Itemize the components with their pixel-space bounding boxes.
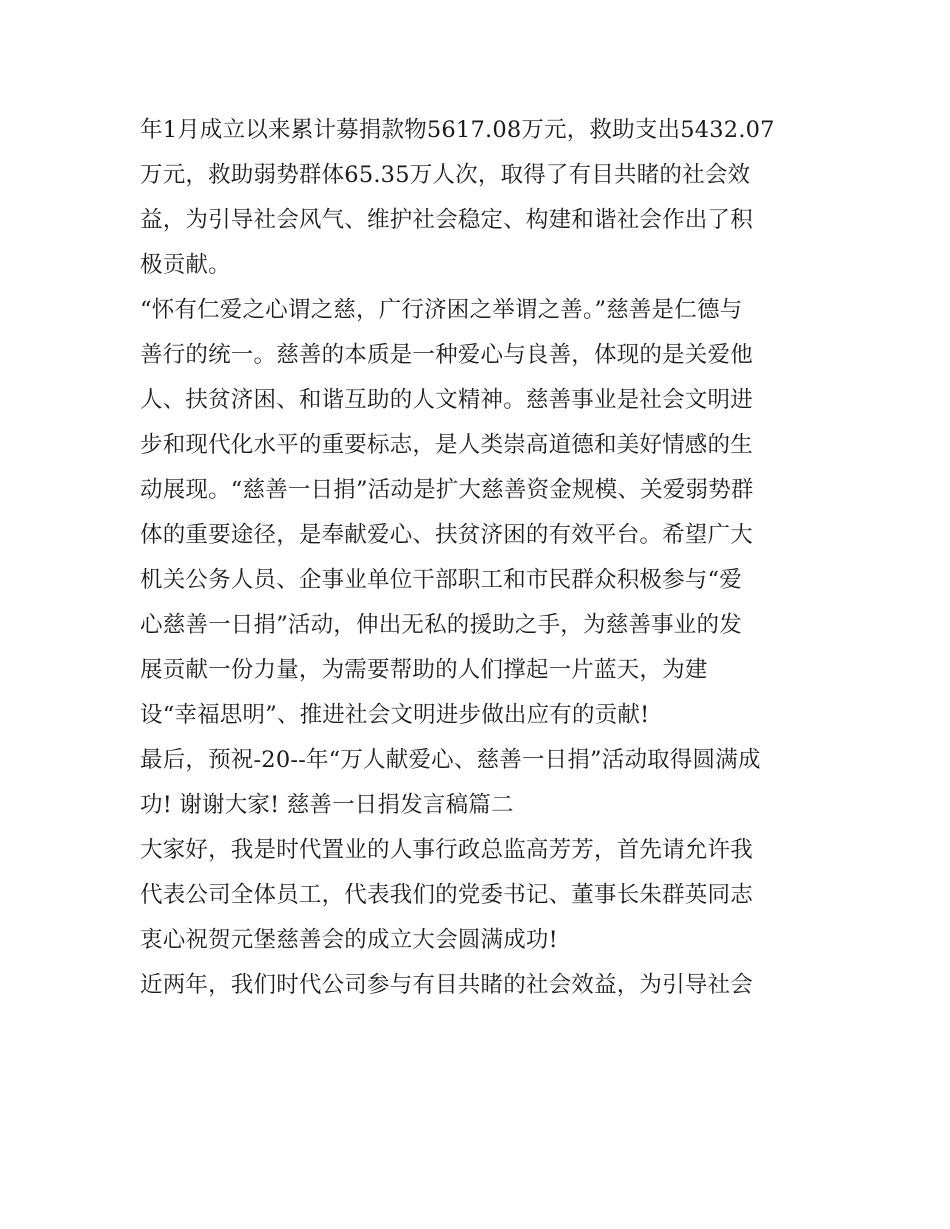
text-line: 设“幸福思明”、推进社会文明进步做出应有的贡献!: [140, 702, 650, 728]
text-line: 代表公司全体员工，代表我们的党委书记、董事长朱群英同志: [140, 882, 753, 908]
text-line: 衷心祝贺元堡慈善会的成立大会圆满成功!: [140, 927, 558, 953]
text-line: 益，为引导社会风气、维护社会稳定、构建和谐社会作出了积: [140, 207, 753, 233]
text-line: 动展现。“慈善一日捐”活动是扩大慈善资金规模、关爱弱势群: [140, 477, 754, 503]
text-line: 体的重要途径，是奉献爱心、扶贫济困的有效平台。希望广大: [140, 522, 753, 548]
text-line: 最后，预祝-20--年“万人献爱心、慈善一日捐”活动取得圆满成: [140, 747, 761, 773]
text-line: 心慈善一日捐”活动，伸出无私的援助之手，为慈善事业的发: [140, 612, 742, 638]
text-line: 人、扶贫济困、和谐互助的人文精神。慈善事业是社会文明进: [140, 387, 753, 413]
paragraph-company-participation: [140, 963, 820, 1008]
paragraph-charity-meaning: [140, 288, 820, 738]
text-line: 善行的统一。慈善的本质是一种爱心与良善，体现的是关爱他: [140, 342, 753, 368]
text-line: 步和现代化水平的重要标志，是人类崇高道德和美好情感的生: [140, 432, 753, 458]
text-line: 极贡献。: [140, 252, 231, 278]
paragraph-speech-two-greeting: [140, 828, 820, 963]
text-line: 年1月成立以来累计募捐款物5617.08万元，救助支出5432.07: [140, 117, 775, 143]
text-line: “怀有仁爱之心谓之慈，广行济困之举谓之善。”慈善是仁德与: [140, 297, 743, 323]
text-line: 万元，救助弱势群体65.35万人次，取得了有目共睹的社会效: [140, 162, 751, 188]
document-body: [140, 108, 820, 1008]
text-line: 展贡献一份力量，为需要帮助的人们撑起一片蓝天，为建: [140, 657, 708, 683]
text-line: 机关公务人员、企事业单位干部职工和市民群众积极参与“爱: [140, 567, 742, 593]
text-line: 大家好，我是时代置业的人事行政总监高芳芳，首先请允许我: [140, 837, 753, 863]
text-line: 近两年，我们时代公司参与有目共睹的社会效益，为引导社会: [140, 972, 753, 998]
text-line: 功! 谢谢大家! 慈善一日捐发言稿篇二: [140, 792, 514, 818]
paragraph-donation-summary: [140, 108, 820, 288]
paragraph-closing-wishes: [140, 738, 820, 828]
